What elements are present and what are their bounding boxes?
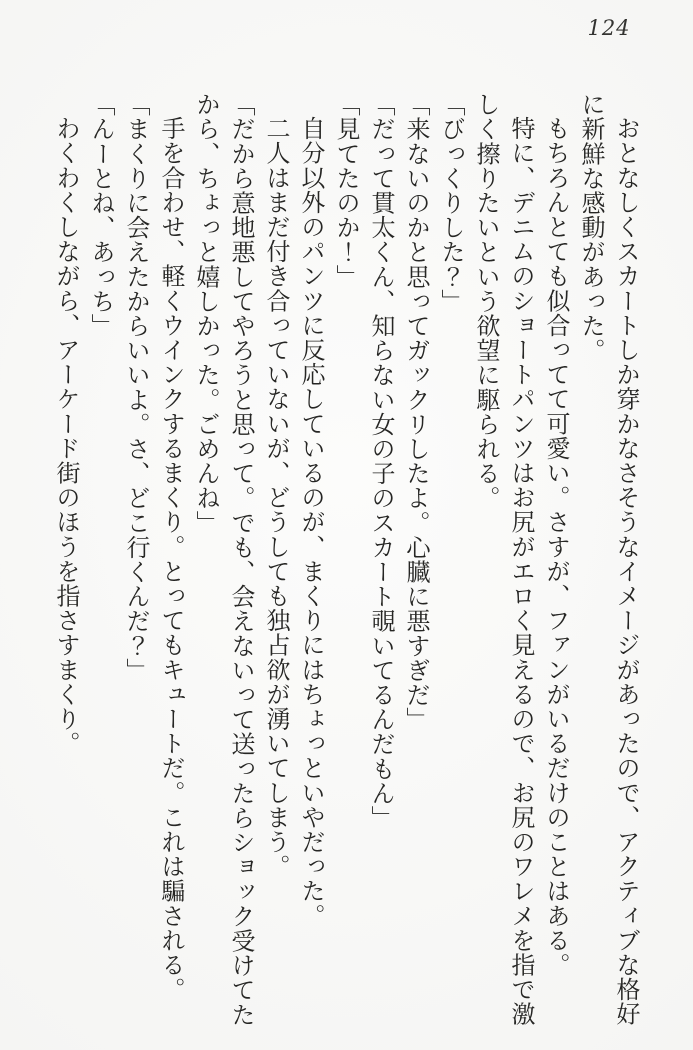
paragraph-dialogue: 「だから意地悪してやろうと思って。でも、会えないって送ったらショック受けてたから、ちょっと嬉しかった。ごめんね」 xyxy=(192,92,255,1027)
paragraph: 特に、デニムのショートパンツはお尻がエロく見えるので、お尻のワレメを指で激しく擦りたいという欲望に駆られる。 xyxy=(472,92,535,1027)
paragraph: おとなしくスカートしか穿かなさそうなイメージがあったので、アクティブな格好に新鮮な感動があった。 xyxy=(577,92,640,1027)
page-number: 124 xyxy=(587,16,631,40)
paragraph: もちろんとても似合ってて可愛い。さすが、ファンがいるだけのことはある。 xyxy=(542,116,570,977)
paragraph: 二人はまだ付き合っていないが、どうしても独占欲が湧いてしまう。 xyxy=(262,116,290,879)
paragraph-dialogue: 「見てたのか！」 xyxy=(332,92,360,289)
paragraph-dialogue: 「びっくりした？」 xyxy=(437,92,465,314)
paragraph-dialogue: 「来ないのかと思ってガックリしたよ。心臓に悪すぎだ」 xyxy=(402,92,430,732)
paragraph-dialogue: 「んーとね、あっち」 xyxy=(87,92,115,338)
paragraph: わくわくしながら、アーケード街のほうを指さすまくり。 xyxy=(52,116,80,756)
paragraph-dialogue: 「まくりに会えたからいいよ。さ、どこ行くんだ？」 xyxy=(122,92,150,683)
paragraph: 手を合わせ、軽くウインクするまくり。とってもキュートだ。これは騙される。 xyxy=(157,116,185,1002)
vertical-text-block xyxy=(43,92,643,1032)
paragraph-dialogue: 「だって貫太くん、知らない女の子のスカート覗いてるんだもん」 xyxy=(367,92,395,830)
paragraph: 自分以外のパンツに反応しているのが、まくりにはちょっといやだった。 xyxy=(297,116,325,928)
